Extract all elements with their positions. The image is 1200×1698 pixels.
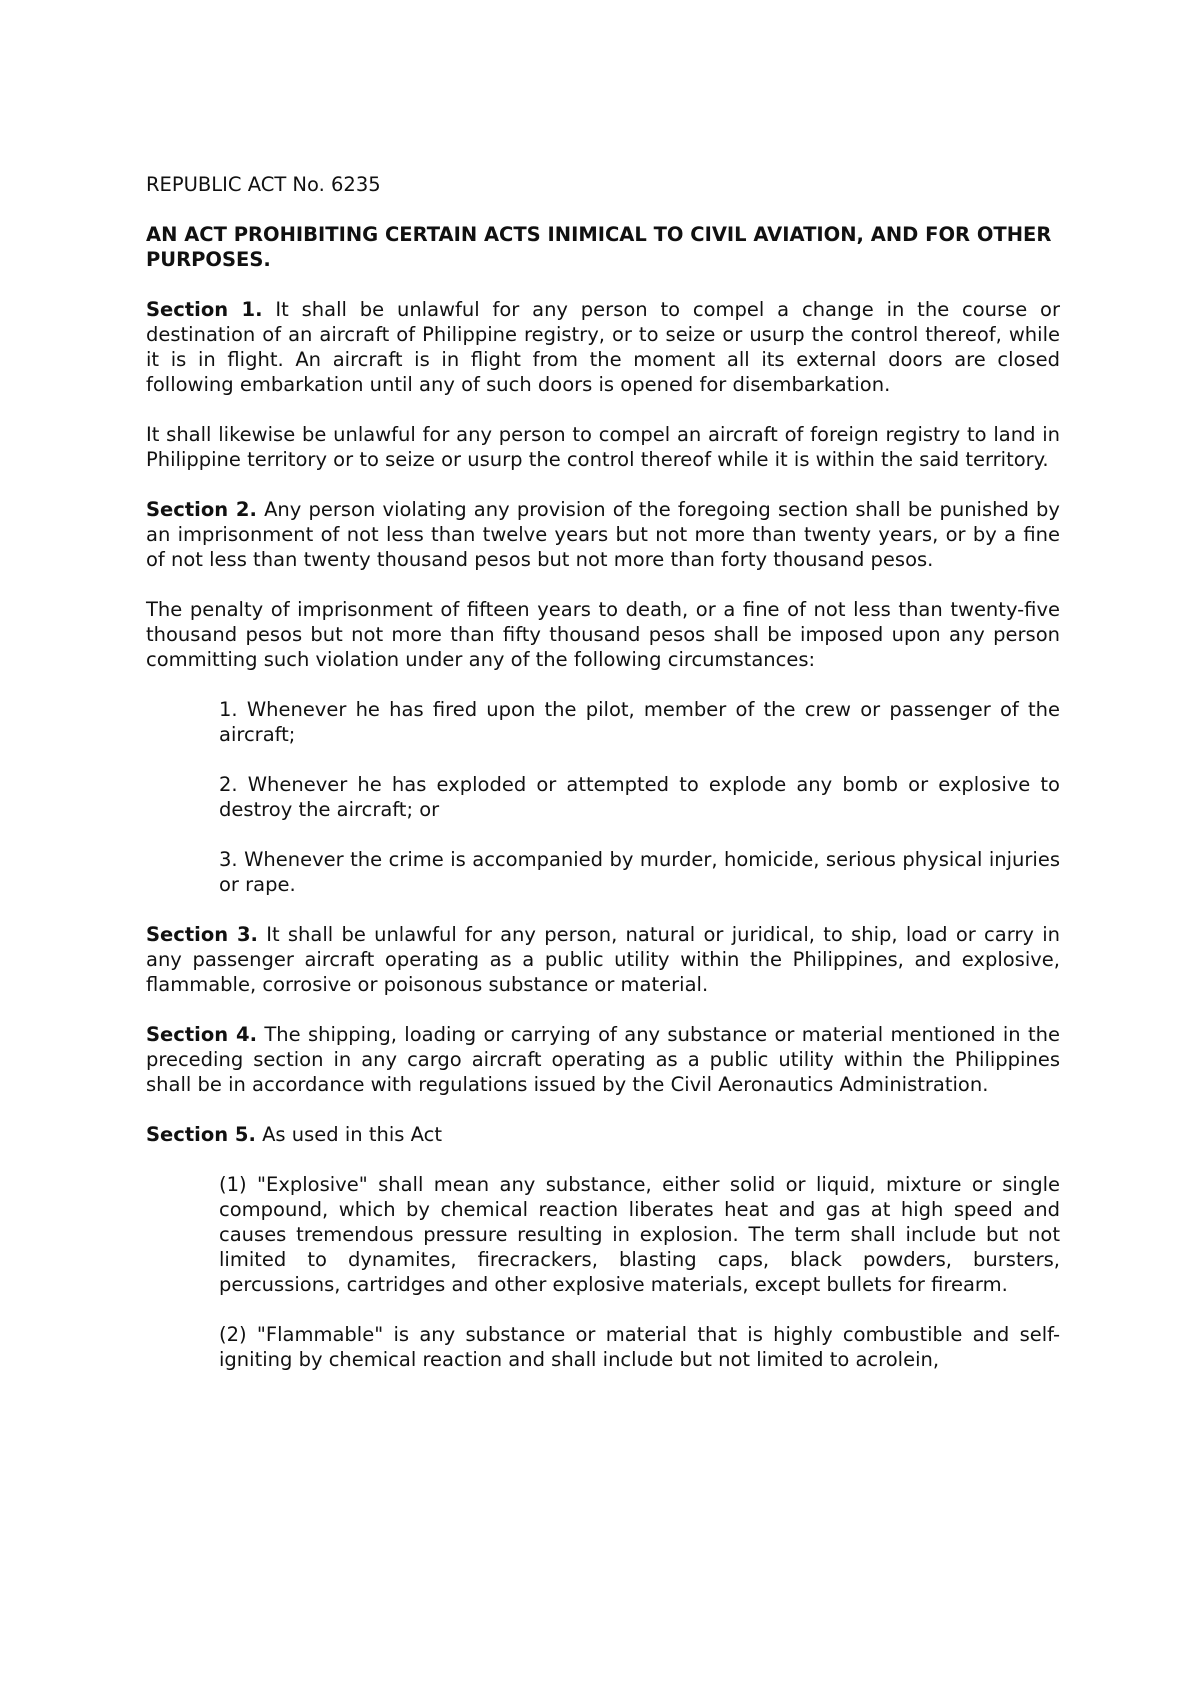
- section-2-item-1: 1. Whenever he has fired upon the pilot, member of the crew or passenger of the aircraft;: [219, 698, 1060, 746]
- act-title: REPUBLIC ACT No. 6235: [146, 173, 381, 196]
- section-2-paragraph-2: The penalty of imprisonment of fifteen years to death, or a fine of not less than twenty-five thousand pesos but not more than fifty thousand pesos shall be imposed upon any person committing such violation under any of the following circumstances:: [146, 598, 1060, 671]
- section-2-item-2: 2. Whenever he has exploded or attempted to explode any bomb or explosive to destroy the aircraft; or: [219, 773, 1060, 821]
- section-2-label: Section 2.: [146, 498, 257, 521]
- section-2-text: Any person violating any provision of the foregoing section shall be punished by an imprisonment of not less than twelve years but not more than twenty years, or by a fine of not less than twenty thousand pesos but not more than forty thousand pesos.: [146, 498, 1060, 571]
- section-1-label: Section 1.: [146, 298, 263, 321]
- section-4-text: The shipping, loading or carrying of any substance or material mentioned in the preceding section in any cargo aircraft operating as a public utility within the Philippines shall be in accordance with regulations issued by the Civil Aeronautics Administration.: [146, 1023, 1060, 1096]
- section-1: [146, 297, 1060, 397]
- act-subtitle: AN ACT PROHIBITING CERTAIN ACTS INIMICAL TO CIVIL AVIATION, AND FOR OTHER PURPOSES.: [146, 223, 1052, 271]
- section-5-item-2: (2) "Flammable" is any substance or material that is highly combustible and self-igniting by chemical reaction and shall include but not limited to acrolein,: [219, 1323, 1060, 1371]
- section-3-label: Section 3.: [146, 923, 258, 946]
- section-2: [146, 497, 1060, 572]
- section-2-item-3: 3. Whenever the crime is accompanied by murder, homicide, serious physical injuries or rape.: [219, 848, 1060, 896]
- section-4: [146, 1022, 1060, 1097]
- section-3-text: It shall be unlawful for any person, natural or juridical, to ship, load or carry in any passenger aircraft operating as a public utility within the Philippines, and explosive, flammable, corrosive or poisonous substance or material.: [146, 923, 1060, 996]
- section-3: [146, 922, 1060, 997]
- section-1-text: It shall be unlawful for any person to compel a change in the course or destination of an aircraft of Philippine registry, or to seize or usurp the control thereof, while it is in flight. An aircraft is in flight from the moment all its external doors are closed following embarkation until any of such doors is opened for disembarkation.: [146, 298, 1060, 396]
- section-1-paragraph-2: It shall likewise be unlawful for any person to compel an aircraft of foreign registry to land in Philippine territory or to seize or usurp the control thereof while it is within the said territory.: [146, 423, 1060, 471]
- section-5-label: Section 5.: [146, 1123, 256, 1146]
- section-4-label: Section 4.: [146, 1023, 258, 1046]
- section-5: [146, 1122, 1060, 1147]
- section-5-text: As used in this Act: [255, 1123, 442, 1146]
- document-page: [146, 172, 1060, 1397]
- section-5-item-1: (1) "Explosive" shall mean any substance, either solid or liquid, mixture or single compound, which by chemical reaction liberates heat and gas at high speed and causes tremendous pressure resulting in explosion. The term shall include but not limited to dynamites, firecrackers, blasting caps, black powders, bursters, percussions, cartridges and other explosive materials, except bullets for firearm.: [219, 1173, 1060, 1296]
